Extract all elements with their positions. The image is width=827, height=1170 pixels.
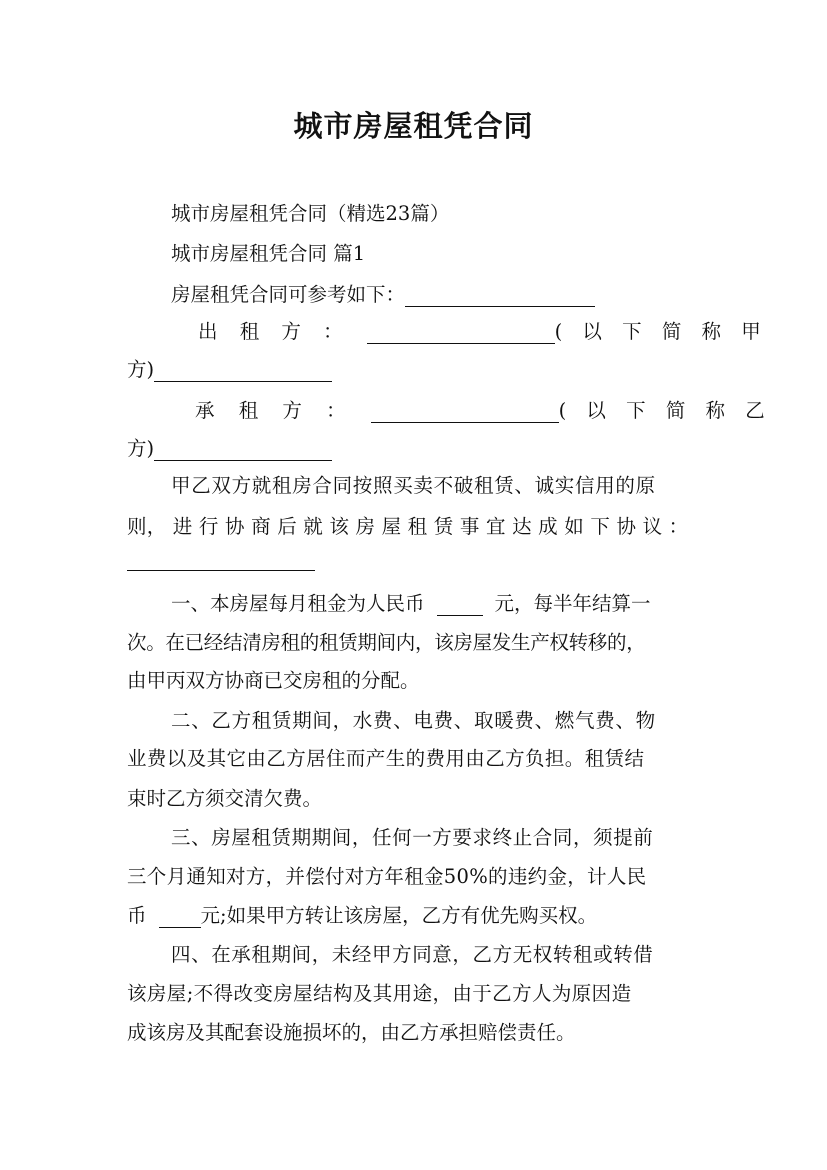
fill-in-blank (154, 360, 332, 382)
document-title: 城市房屋租凭合同 (293, 109, 534, 143)
paragraph-text: 房屋租凭合同可参考如下： (171, 283, 406, 306)
paragraph-text: 元，每半年结算一 (494, 592, 651, 615)
paragraph-line: 甲乙双方就租房合同按照买卖不破租赁、诚实信用的原 (171, 474, 656, 497)
penalty-amount-blank (159, 909, 201, 928)
paragraph-line (195, 395, 772, 423)
paragraph-text: 方) (127, 437, 155, 460)
lessee-blank (371, 401, 559, 423)
paragraph-line: 成该房及其配套设施损坏的，由乙方承担赔偿责任。 (127, 1021, 576, 1044)
paragraph-line (127, 900, 700, 928)
paragraph-line: 束时乙方须交清欠费。 (127, 787, 323, 810)
paragraph-line: 业费以及其它由乙方居住而产生的费用由乙方负担。租赁结 (127, 747, 645, 770)
fill-in-blank (127, 549, 315, 571)
paragraph-line (127, 548, 700, 571)
paragraph-line: 二、乙方租赁期间，水费、电费、取暖费、燃气费、物 (171, 709, 656, 732)
fill-in-blank (405, 285, 595, 307)
paragraph-line: 城市房屋租凭合同（精选23篇） (171, 202, 450, 225)
lessee-label: 承 租 方 ： (195, 399, 355, 422)
paragraph-text: 元;如果甲方转让该房屋，乙方有优先购买权。 (200, 904, 598, 927)
lessor-label: 出 租 方 ： (198, 320, 351, 343)
paragraph-line: 城市房屋租凭合同 篇1 (171, 242, 366, 265)
paragraph-line: 则， 进 行 协 商 后 就 该 房 屋 租 赁 事 宜 达 成 如 下 协 议 ： (127, 515, 689, 538)
paragraph-line (198, 316, 768, 344)
paragraph-line: 次。在已经结清房租的租赁期间内，该房屋发生产权转移的， (127, 631, 646, 654)
paragraph-line: 该房屋;不得改变房屋结构及其用途，由于乙方人为原因造 (127, 982, 632, 1005)
fill-in-blank (154, 439, 332, 461)
rent-amount-blank (437, 597, 483, 616)
paragraph-line: 由甲丙双方协商已交房租的分配。 (127, 669, 420, 692)
paragraph-text: 币 (127, 904, 147, 927)
paragraph-line (127, 433, 700, 461)
paragraph-line (127, 354, 700, 382)
lessor-blank (367, 322, 555, 344)
paragraph-text: ( 以 下 简 称 乙 (558, 399, 772, 422)
paragraph-line: 四、在承租期间，未经甲方同意，乙方无权转租或转借 (171, 943, 654, 966)
paragraph-text: ( 以 下 简 称 甲 (554, 320, 768, 343)
paragraph-text: 方) (127, 358, 155, 381)
paragraph-line: 三个月通知对方，并偿付对方年租金50%的违约金，计人民 (127, 865, 647, 888)
paragraph-line: 三、房屋租赁期期间，任何一方要求终止合同，须提前 (171, 826, 654, 849)
paragraph-line (171, 279, 700, 307)
paragraph-text: 一、本房屋每月租金为人民币 (171, 592, 425, 615)
paragraph-line (171, 588, 700, 616)
